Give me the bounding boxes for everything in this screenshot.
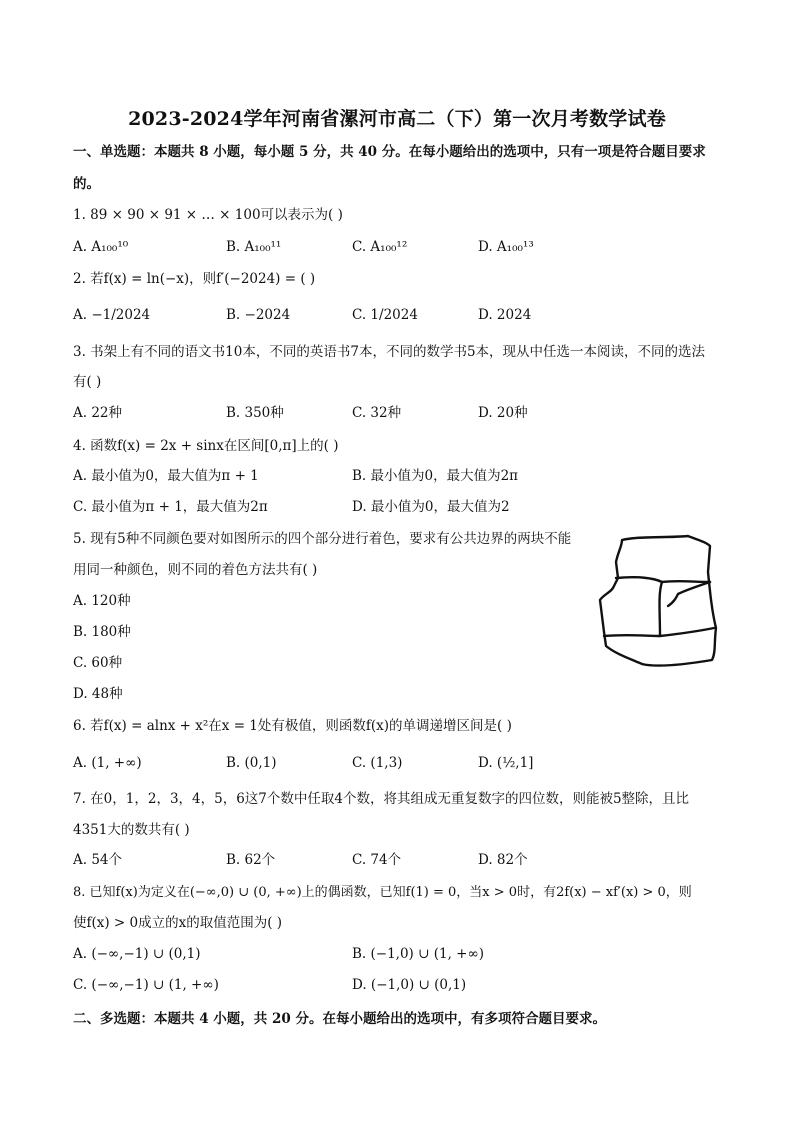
- q5-option-d: D. 48种: [73, 686, 123, 702]
- q7-stem-cont: 4351大的数共有( ): [73, 822, 190, 838]
- map-border-right-notch: [668, 582, 710, 606]
- q4-stem: 4. 函数f(x) = 2x + sinx在区间[0,π]上的( ): [73, 438, 339, 454]
- q8-option-b: B. (−1,0) ∪ (1, +∞): [352, 946, 484, 962]
- four-region-map-figure: [598, 532, 720, 672]
- q4-option-b: B. 最小值为0，最大值为2π: [352, 468, 519, 484]
- q2-option-c: C. 1/2024: [352, 307, 418, 323]
- q6-option-c: C. (1,3): [352, 755, 403, 771]
- q5-stem: 5. 现有5种不同颜色要对如图所示的四个部分进行着色，要求有公共边界的两块不能: [73, 531, 572, 547]
- map-border-top: [616, 577, 710, 582]
- q1-stem: 1. 89 × 90 × 91 × … × 100可以表示为( ): [73, 207, 343, 223]
- q7-stem: 7. 在0，1，2，3，4，5，6这7个数中任取4个数，将其组成无重复数字的四位数，则能被5整除，且比: [73, 791, 690, 807]
- q7-option-d: D. 82个: [478, 852, 528, 868]
- q8-option-d: D. (−1,0) ∪ (0,1): [352, 977, 467, 993]
- q2-option-b: B. −2024: [226, 307, 291, 323]
- q5-stem-cont: 用同一种颜色，则不同的着色方法共有( ): [73, 562, 318, 578]
- map-border-middle-vertical: [660, 582, 663, 636]
- q6-option-a: A. (1, +∞): [73, 755, 142, 771]
- q5-option-c: C. 60种: [73, 655, 123, 671]
- q2-option-a: A. −1/2024: [73, 307, 151, 323]
- q6-stem: 6. 若f(x) = alnx + x²在x = 1处有极值，则函数f(x)的单调递增区间是( ): [73, 718, 512, 734]
- exam-title: 2023-2024学年河南省漯河市高二（下）第一次月考数学试卷: [128, 108, 666, 130]
- q1-option-a: A. A₁₀₀¹⁰: [73, 239, 129, 255]
- q2-option-d: D. 2024: [478, 307, 532, 323]
- q2-stem: 2. 若f(x) = ln(−x)，则f′(−2024) = ( ): [73, 271, 316, 287]
- q8-option-c: C. (−∞,−1) ∪ (1, +∞): [73, 977, 219, 993]
- section1-heading-cont: 的。: [73, 176, 100, 192]
- q3-option-d: D. 20种: [478, 405, 528, 421]
- q7-option-b: B. 62个: [226, 852, 276, 868]
- q3-option-a: A. 22种: [73, 405, 123, 421]
- q3-option-c: C. 32种: [352, 405, 402, 421]
- q7-option-c: C. 74个: [352, 852, 402, 868]
- q4-option-a: A. 最小值为0，最大值为π + 1: [73, 468, 259, 484]
- section2-heading: 二、多选题：本题共 4 小题，共 20 分。在每小题给出的选项中，有多项符合题目要求。: [73, 1011, 606, 1027]
- q8-stem: 8. 已知f(x)为定义在(−∞,0) ∪ (0, +∞)上的偶函数，已知f(1) = 0，当x > 0时，有2f(x) − xf′(x) > 0，则: [73, 885, 692, 900]
- q1-option-c: C. A₁₀₀¹²: [352, 239, 408, 255]
- q3-stem-cont: 有( ): [73, 374, 102, 390]
- q5-option-a: A. 120种: [73, 593, 131, 609]
- q3-option-b: B. 350种: [226, 405, 284, 421]
- q8-stem-cont: 使f(x) > 0成立的x的取值范围为( ): [73, 915, 283, 931]
- section1-heading: 一、单选题：本题共 8 小题，每小题 5 分，共 40 分。在每小题给出的选项中，只有一项是符合题目要求: [73, 144, 706, 160]
- q1-option-d: D. A₁₀₀¹³: [478, 239, 534, 255]
- q5-option-b: B. 180种: [73, 624, 131, 640]
- q8-option-a: A. (−∞,−1) ∪ (0,1): [73, 946, 201, 962]
- q4-option-c: C. 最小值为π + 1，最大值为2π: [73, 499, 268, 515]
- q7-option-a: A. 54个: [73, 852, 123, 868]
- q6-option-b: B. (0,1): [226, 755, 277, 771]
- map-outline: [600, 536, 716, 666]
- q1-option-b: B. A₁₀₀¹¹: [226, 239, 282, 255]
- q6-option-d: D. (½,1]: [478, 755, 534, 771]
- q4-option-d: D. 最小值为0，最大值为2: [352, 499, 510, 515]
- q3-stem: 3. 书架上有不同的语文书10本，不同的英语书7本，不同的数学书5本，现从中任选一本阅读，不同的选法: [73, 344, 706, 360]
